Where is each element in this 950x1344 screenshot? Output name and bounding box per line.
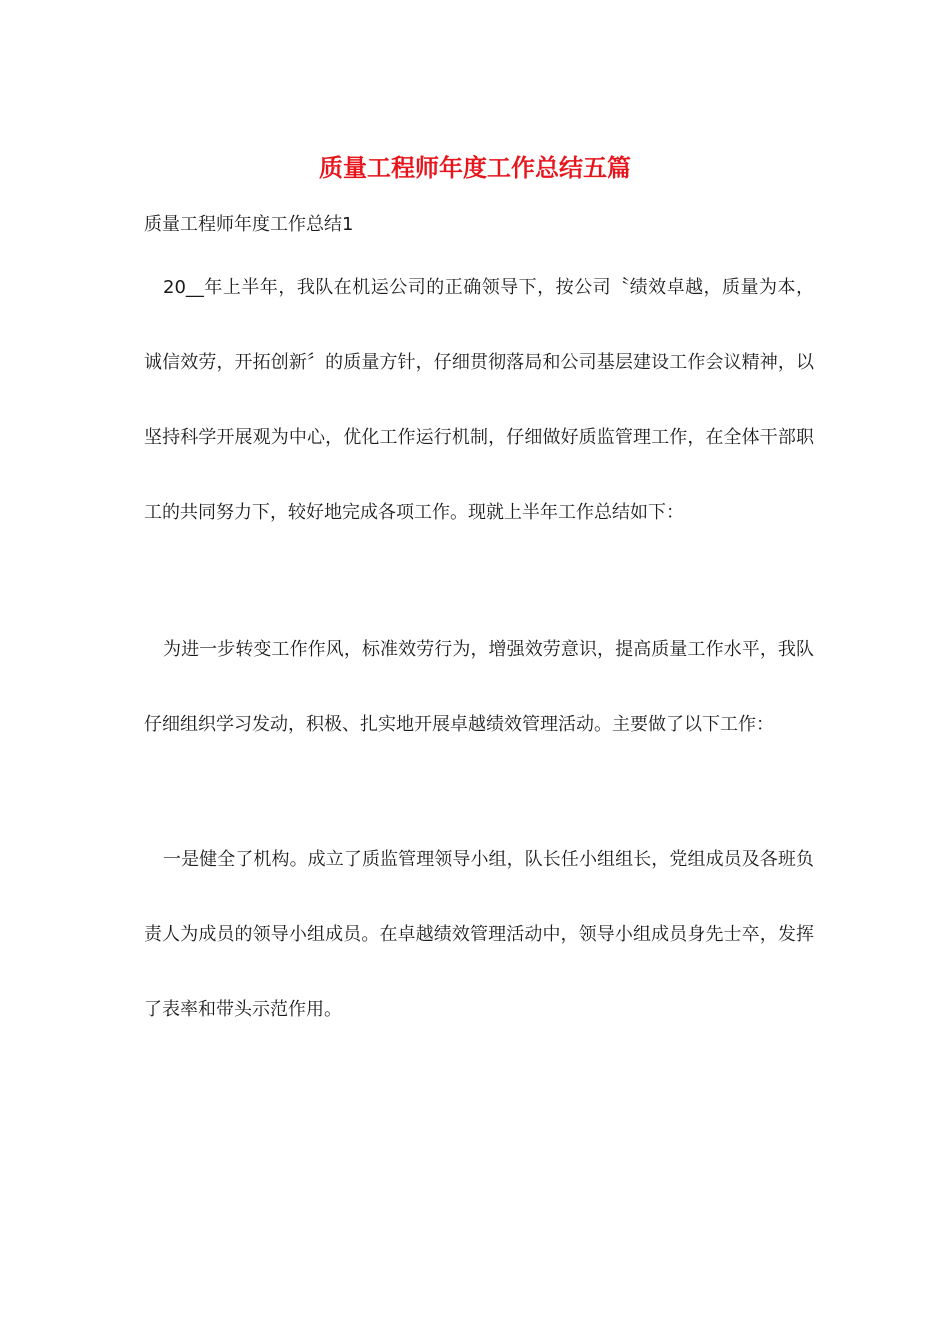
body-paragraph-1: 20__年上半年，我队在机运公司的正确领导下，按公司〝绩效卓越，质量为本，诚信效劳，开拓创新〞的质量方针，仔细贯彻落局和公司基层建设工作会议精神，以坚持科学开展观为中心，优化工作运行机制，仔细做好质监管理工作，在全体干部职工的共同努力下，较好地完成各项工作。现就上半年工作总结如下： bbox=[144, 277, 814, 523]
section-heading: 质量工程师年度工作总结1 bbox=[144, 214, 354, 235]
body-paragraph-2: 为进一步转变工作作风，标准效劳行为，增强效劳意识，提高质量工作水平，我队仔细组织学习发动，积极、扎实地开展卓越绩效管理活动。主要做了以下工作： bbox=[144, 639, 814, 735]
document-title: 质量工程师年度工作总结五篇 bbox=[319, 153, 631, 182]
body-paragraph-3: 一是健全了机构。成立了质监管理领导小组，队长任小组组长，党组成员及各班负责人为成员的领导小组成员。在卓越绩效管理活动中，领导小组成员身先士卒，发挥了表率和带头示范作用。 bbox=[144, 849, 814, 1020]
